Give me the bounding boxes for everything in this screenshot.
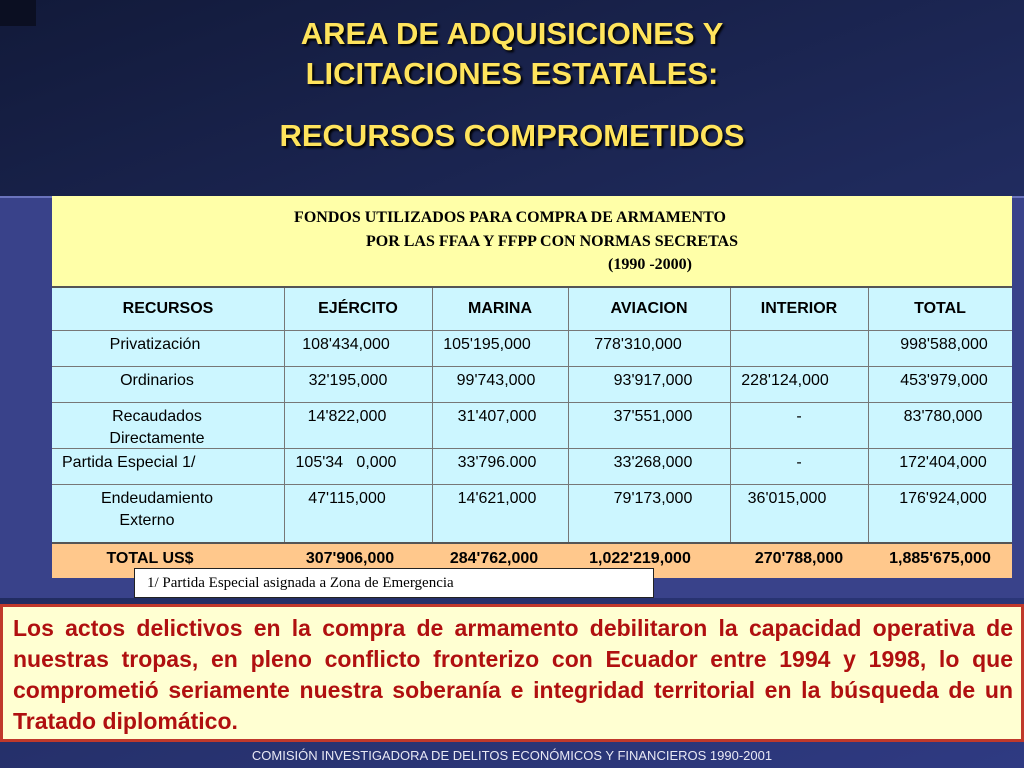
header-total: TOTAL bbox=[914, 300, 966, 317]
header-ejercito: EJÉRCITO bbox=[318, 300, 398, 317]
row-recaudados-ejercito: 14'822,000 bbox=[307, 408, 387, 425]
row-divider bbox=[52, 484, 1012, 485]
row-endeudamiento-interior: 36'015,000 bbox=[747, 490, 827, 507]
slide-footer: COMISIÓN INVESTIGADORA DE DELITOS ECONÓMICOS Y FINANCIEROS 1990-2001 bbox=[251, 748, 773, 763]
table-grid bbox=[52, 288, 1012, 576]
table-caption-line-1: FONDOS UTILIZADOS PARA COMPRA DE ARMAMENTO bbox=[294, 209, 726, 226]
funds-table bbox=[52, 196, 1012, 576]
row-privatizacion-total: 998'588,000 bbox=[900, 336, 988, 353]
totals-total: 1,885'675,000 bbox=[889, 550, 991, 567]
row-endeudamiento-label-line-1: Endeudamiento bbox=[100, 490, 214, 507]
row-privatizacion-aviacion: 778'310,000 bbox=[594, 336, 682, 353]
totals-interior: 270'788,000 bbox=[754, 550, 844, 567]
row-ordinarios-aviacion: 93'917,000 bbox=[613, 372, 693, 389]
row-partida-interior: - bbox=[796, 454, 802, 471]
totals-aviacion: 1,022'219,000 bbox=[589, 550, 691, 567]
header-recursos: RECURSOS bbox=[122, 300, 214, 317]
table-caption-line-2: POR LAS FFAA Y FFPP CON NORMAS SECRETAS bbox=[365, 233, 738, 250]
totals-label: TOTAL US$ bbox=[106, 550, 194, 567]
row-recaudados-aviacion: 37'551,000 bbox=[613, 408, 693, 425]
row-ordinarios-label: Ordinarios bbox=[120, 372, 194, 389]
row-privatizacion-label: Privatización bbox=[109, 336, 201, 353]
row-partida-total: 172'404,000 bbox=[899, 454, 987, 471]
table-caption-box bbox=[52, 196, 1012, 288]
row-endeudamiento-aviacion: 79'173,000 bbox=[613, 490, 693, 507]
row-divider bbox=[52, 330, 1012, 331]
row-ordinarios-marina: 99'743,000 bbox=[456, 372, 536, 389]
row-recaudados-total: 83'780,000 bbox=[903, 408, 983, 425]
row-recaudados-interior: - bbox=[796, 408, 802, 425]
row-partida-ejercito: 105'34 0,000 bbox=[295, 454, 397, 471]
row-partida-label: Partida Especial 1/ bbox=[62, 454, 196, 471]
slide-title-line-1: AREA DE ADQUISICIONES Y bbox=[300, 16, 724, 51]
row-privatizacion-marina: 105'195,000 bbox=[443, 336, 531, 353]
row-endeudamiento-ejercito: 47'115,000 bbox=[308, 490, 386, 507]
row-ordinarios-interior: 228'124,000 bbox=[741, 372, 829, 389]
row-divider bbox=[52, 366, 1012, 367]
row-recaudados-label-line-1: Recaudados bbox=[112, 408, 202, 425]
row-endeudamiento-label-line-2: Externo bbox=[119, 512, 175, 529]
table-footnote: 1/ Partida Especial asignada a Zona de Emergencia bbox=[134, 568, 654, 598]
row-endeudamiento-total: 176'924,000 bbox=[899, 490, 987, 507]
slide-title-line-2: LICITACIONES ESTATALES: bbox=[305, 56, 719, 91]
row-partida-marina: 33'796.000 bbox=[457, 454, 537, 471]
row-ordinarios-ejercito: 32'195,000 bbox=[308, 372, 388, 389]
note-box bbox=[0, 604, 1024, 742]
row-recaudados-label-line-2: Directamente bbox=[109, 430, 205, 447]
header-marina: MARINA bbox=[468, 300, 532, 317]
row-partida-aviacion: 33'268,000 bbox=[613, 454, 693, 471]
totals-marina: 284'762,000 bbox=[449, 550, 539, 567]
totals-ejercito: 307'906,000 bbox=[305, 550, 395, 567]
header-aviacion: AVIACION bbox=[610, 300, 688, 317]
row-privatizacion-ejercito: 108'434,000 bbox=[302, 336, 390, 353]
row-endeudamiento-marina: 14'621,000 bbox=[457, 490, 537, 507]
slide-subtitle: RECURSOS COMPROMETIDOS bbox=[279, 118, 745, 153]
row-divider bbox=[52, 402, 1012, 403]
row-ordinarios-total: 453'979,000 bbox=[900, 372, 988, 389]
header-interior: INTERIOR bbox=[760, 300, 838, 317]
row-recaudados-marina: 31'407,000 bbox=[457, 408, 537, 425]
table-caption-line-3: (1990 -2000) bbox=[608, 256, 692, 273]
note-text: Los actos delictivos en la compra de armamento debilitaron la capacidad operativa de nuestras tropas, en pleno conflicto fronterizo con Ecuador entre 1994 y 1998, lo que comprometió seriamente nuestra soberanía e integridad territorial en la búsqueda de un Tratado diplomático. bbox=[13, 615, 1013, 734]
